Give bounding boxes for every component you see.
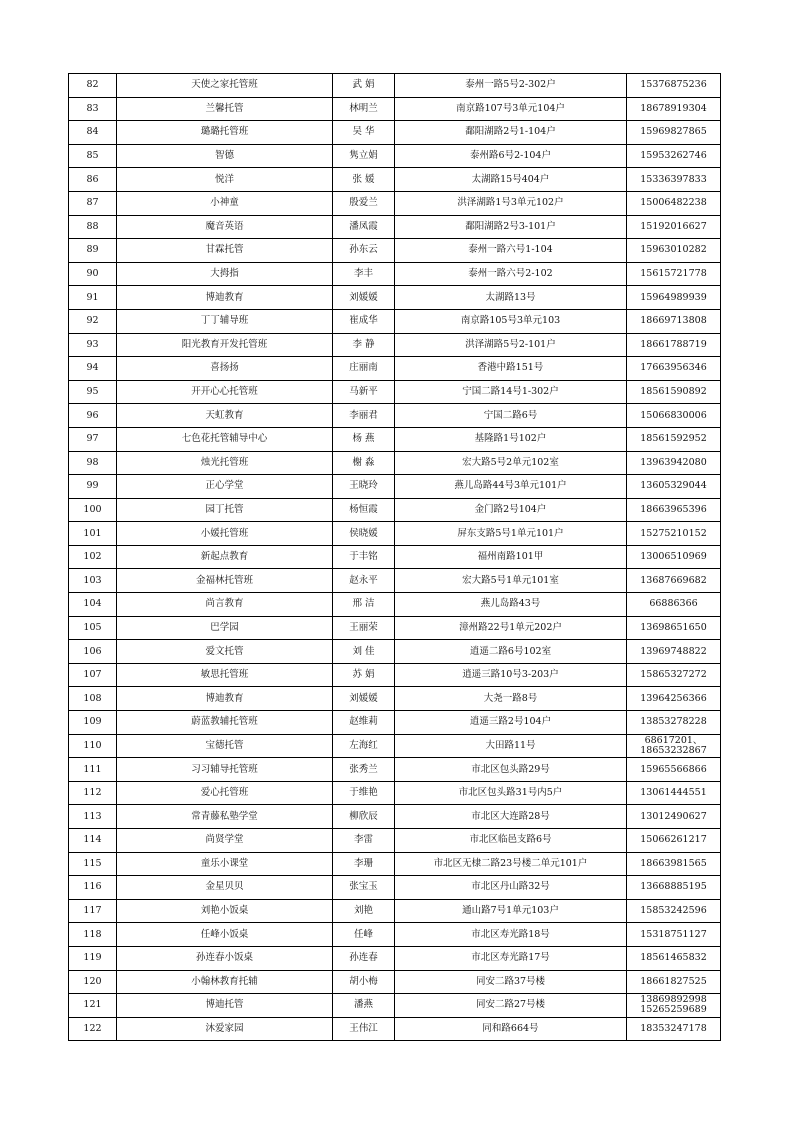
row-number: 97 bbox=[69, 427, 117, 451]
table-row bbox=[69, 687, 721, 711]
row-number: 105 bbox=[69, 616, 117, 640]
contact-person: 胡小梅 bbox=[333, 970, 395, 994]
contact-person: 潘凤霞 bbox=[333, 215, 395, 239]
phone-number bbox=[627, 970, 721, 994]
institution-name: 天使之家托管班 bbox=[117, 74, 333, 98]
phone-line: 13605329044 bbox=[640, 480, 707, 492]
institution-name: 博迪托管 bbox=[117, 994, 333, 1018]
address: 南京路105号3单元103 bbox=[395, 309, 627, 333]
phone-line: 18669713808 bbox=[640, 315, 707, 327]
row-number: 110 bbox=[69, 734, 117, 758]
phone-number bbox=[627, 593, 721, 617]
contact-person: 刘媛媛 bbox=[333, 286, 395, 310]
address: 燕儿岛路44号3单元101户 bbox=[395, 475, 627, 499]
contact-person: 刘艳 bbox=[333, 899, 395, 923]
address: 宁国二路6号 bbox=[395, 404, 627, 428]
institution-name: 喜扬扬 bbox=[117, 357, 333, 381]
institution-name: 宝德托管 bbox=[117, 734, 333, 758]
phone-number bbox=[627, 215, 721, 239]
contact-person: 刘媛媛 bbox=[333, 687, 395, 711]
row-number: 87 bbox=[69, 191, 117, 215]
contact-person: 王晓玲 bbox=[333, 475, 395, 499]
phone-line: 15963010282 bbox=[640, 244, 707, 256]
phone-number bbox=[627, 876, 721, 900]
phone-line: 15615721778 bbox=[640, 268, 707, 280]
table-row bbox=[69, 593, 721, 617]
institution-name: 爱文托管 bbox=[117, 640, 333, 664]
table-row bbox=[69, 427, 721, 451]
address: 同安二路27号楼 bbox=[395, 994, 627, 1018]
phone-line: 18661827525 bbox=[640, 975, 707, 987]
phone-number bbox=[627, 168, 721, 192]
phone-number bbox=[627, 734, 721, 758]
phone-line: 66886366 bbox=[649, 598, 698, 610]
table-row bbox=[69, 876, 721, 900]
table-row bbox=[69, 805, 721, 829]
phone-line: 15376875236 bbox=[640, 79, 707, 91]
phone-line: 15965566866 bbox=[640, 763, 707, 775]
address: 市北区包头路29号 bbox=[395, 758, 627, 782]
row-number: 96 bbox=[69, 404, 117, 428]
institution-name: 童乐小课堂 bbox=[117, 852, 333, 876]
row-number: 94 bbox=[69, 357, 117, 381]
phone-number bbox=[627, 357, 721, 381]
phone-number bbox=[627, 663, 721, 687]
phone-number bbox=[627, 569, 721, 593]
phone-line: 18353247178 bbox=[640, 1023, 707, 1035]
phone-line: 15006482238 bbox=[640, 197, 707, 209]
table-row bbox=[69, 168, 721, 192]
table-row bbox=[69, 191, 721, 215]
phone-number bbox=[627, 899, 721, 923]
phone-number bbox=[627, 545, 721, 569]
row-number: 121 bbox=[69, 994, 117, 1018]
institution-name: 魔音英语 bbox=[117, 215, 333, 239]
contact-person: 任峰 bbox=[333, 923, 395, 947]
contact-person: 潘燕 bbox=[333, 994, 395, 1018]
row-number: 104 bbox=[69, 593, 117, 617]
institution-name: 兰馨托管 bbox=[117, 97, 333, 121]
phone-line: 13853278228 bbox=[640, 716, 707, 728]
contact-person: 刘 佳 bbox=[333, 640, 395, 664]
address: 漳州路22号1单元202户 bbox=[395, 616, 627, 640]
contact-person: 柳欣辰 bbox=[333, 805, 395, 829]
phone-line: 13006510969 bbox=[640, 551, 707, 563]
institution-name: 开开心心托管班 bbox=[117, 380, 333, 404]
table-body bbox=[69, 74, 721, 1041]
address: 洪泽湖路5号2-101户 bbox=[395, 333, 627, 357]
contact-person: 杨恒霞 bbox=[333, 498, 395, 522]
address: 大田路11号 bbox=[395, 734, 627, 758]
table-row bbox=[69, 781, 721, 805]
phone-line: 15964989939 bbox=[640, 291, 707, 303]
phone-number bbox=[627, 451, 721, 475]
table-row bbox=[69, 215, 721, 239]
phone-line: 13687669682 bbox=[640, 574, 707, 586]
table-row bbox=[69, 522, 721, 546]
table-row bbox=[69, 262, 721, 286]
row-number: 109 bbox=[69, 711, 117, 735]
address: 泰州一路5号2-302户 bbox=[395, 74, 627, 98]
institution-name: 蔚蓝教辅托管班 bbox=[117, 711, 333, 735]
contact-person: 张宝玉 bbox=[333, 876, 395, 900]
table-row bbox=[69, 286, 721, 310]
row-number: 92 bbox=[69, 309, 117, 333]
table-row bbox=[69, 333, 721, 357]
institution-name: 智德 bbox=[117, 144, 333, 168]
row-number: 101 bbox=[69, 522, 117, 546]
phone-line: 18561465832 bbox=[640, 952, 707, 964]
address: 鄱阳湖路2号1-104户 bbox=[395, 121, 627, 145]
contact-person: 榭 淼 bbox=[333, 451, 395, 475]
phone-number bbox=[627, 404, 721, 428]
institution-name: 爱心托管班 bbox=[117, 781, 333, 805]
table-row bbox=[69, 970, 721, 994]
row-number: 90 bbox=[69, 262, 117, 286]
row-number: 100 bbox=[69, 498, 117, 522]
address: 香港中路151号 bbox=[395, 357, 627, 381]
contact-person: 张 媛 bbox=[333, 168, 395, 192]
contact-person: 杨 燕 bbox=[333, 427, 395, 451]
phone-line: 68617201、 bbox=[644, 734, 703, 746]
row-number: 99 bbox=[69, 475, 117, 499]
address: 宏大路5号2单元102室 bbox=[395, 451, 627, 475]
table-row bbox=[69, 923, 721, 947]
phone-line: 18561590892 bbox=[640, 386, 707, 398]
phone-line: 13698651650 bbox=[640, 621, 707, 633]
address: 洪泽湖路1号3单元102户 bbox=[395, 191, 627, 215]
phone-number bbox=[627, 923, 721, 947]
phone-number bbox=[627, 333, 721, 357]
phone-line: 15865327272 bbox=[640, 669, 707, 681]
table-row bbox=[69, 711, 721, 735]
address: 鄱阳湖路2号3-101户 bbox=[395, 215, 627, 239]
address: 市北区临邑支路6号 bbox=[395, 829, 627, 853]
institution-name: 大拇指 bbox=[117, 262, 333, 286]
address: 市北区大连路28号 bbox=[395, 805, 627, 829]
table-row bbox=[69, 734, 721, 758]
phone-line: 18663981565 bbox=[640, 857, 707, 869]
table-row bbox=[69, 74, 721, 98]
table-row bbox=[69, 946, 721, 970]
contact-person: 武 娟 bbox=[333, 74, 395, 98]
table-row bbox=[69, 380, 721, 404]
phone-line: 15066261217 bbox=[640, 834, 707, 846]
contact-person: 李雷 bbox=[333, 829, 395, 853]
institution-name: 敏思托管班 bbox=[117, 663, 333, 687]
row-number: 106 bbox=[69, 640, 117, 664]
phone-number bbox=[627, 687, 721, 711]
row-number: 108 bbox=[69, 687, 117, 711]
contact-person: 殷爱兰 bbox=[333, 191, 395, 215]
row-number: 107 bbox=[69, 663, 117, 687]
contact-person: 隽立娟 bbox=[333, 144, 395, 168]
contact-person: 苏 娟 bbox=[333, 663, 395, 687]
phone-line: 13963942080 bbox=[640, 456, 707, 468]
table-row bbox=[69, 475, 721, 499]
table-row bbox=[69, 309, 721, 333]
institution-name: 七色花托管辅导中心 bbox=[117, 427, 333, 451]
institution-name: 小神童 bbox=[117, 191, 333, 215]
address: 逍遥二路6号102室 bbox=[395, 640, 627, 664]
contact-person: 邢 洁 bbox=[333, 593, 395, 617]
contact-person: 李丰 bbox=[333, 262, 395, 286]
institution-name: 巴学园 bbox=[117, 616, 333, 640]
institution-name: 博迪教育 bbox=[117, 687, 333, 711]
row-number: 122 bbox=[69, 1017, 117, 1041]
phone-line: 13969748822 bbox=[640, 645, 707, 657]
institution-name: 天虹教育 bbox=[117, 404, 333, 428]
contact-person: 吴 华 bbox=[333, 121, 395, 145]
address: 燕儿岛路43号 bbox=[395, 593, 627, 617]
phone-number bbox=[627, 781, 721, 805]
phone-line: 15336397833 bbox=[640, 173, 707, 185]
row-number: 91 bbox=[69, 286, 117, 310]
phone-number bbox=[627, 121, 721, 145]
address: 市北区寿光路18号 bbox=[395, 923, 627, 947]
row-number: 111 bbox=[69, 758, 117, 782]
table-row bbox=[69, 498, 721, 522]
contact-person: 于丰铭 bbox=[333, 545, 395, 569]
address: 泰州一路六号2-102 bbox=[395, 262, 627, 286]
phone-number bbox=[627, 994, 721, 1018]
phone-number bbox=[627, 522, 721, 546]
row-number: 86 bbox=[69, 168, 117, 192]
phone-number bbox=[627, 805, 721, 829]
institution-name: 博迪教育 bbox=[117, 286, 333, 310]
institution-name: 尚贤学堂 bbox=[117, 829, 333, 853]
phone-line: 13964256366 bbox=[640, 692, 707, 704]
contact-person: 王伟江 bbox=[333, 1017, 395, 1041]
table-row bbox=[69, 758, 721, 782]
phone-line: 15275210152 bbox=[640, 527, 707, 539]
phone-line: 13668885195 bbox=[640, 881, 707, 893]
contact-person: 侯晓媛 bbox=[333, 522, 395, 546]
contact-person: 王丽荣 bbox=[333, 616, 395, 640]
phone-number bbox=[627, 309, 721, 333]
phone-number bbox=[627, 498, 721, 522]
phone-line: 15853242596 bbox=[640, 905, 707, 917]
phone-number bbox=[627, 1017, 721, 1041]
table-row bbox=[69, 852, 721, 876]
institution-name: 常青藤私塾学堂 bbox=[117, 805, 333, 829]
table-row bbox=[69, 144, 721, 168]
table-row bbox=[69, 357, 721, 381]
phone-number bbox=[627, 946, 721, 970]
contact-person: 孙东云 bbox=[333, 239, 395, 263]
address: 同和路664号 bbox=[395, 1017, 627, 1041]
institution-name: 悦洋 bbox=[117, 168, 333, 192]
institution-name: 习习辅导托管班 bbox=[117, 758, 333, 782]
table-row bbox=[69, 640, 721, 664]
contact-person: 赵维莉 bbox=[333, 711, 395, 735]
row-number: 117 bbox=[69, 899, 117, 923]
institution-name: 孙连春小饭桌 bbox=[117, 946, 333, 970]
row-number: 103 bbox=[69, 569, 117, 593]
phone-number bbox=[627, 74, 721, 98]
institution-name: 金星贝贝 bbox=[117, 876, 333, 900]
table-row bbox=[69, 1017, 721, 1041]
address: 市北区寿光路17号 bbox=[395, 946, 627, 970]
phone-number bbox=[627, 262, 721, 286]
table-row bbox=[69, 994, 721, 1018]
phone-number bbox=[627, 711, 721, 735]
table-row bbox=[69, 239, 721, 263]
table-row bbox=[69, 569, 721, 593]
row-number: 112 bbox=[69, 781, 117, 805]
row-number: 114 bbox=[69, 829, 117, 853]
phone-line: 18661788719 bbox=[640, 338, 707, 350]
phone-number bbox=[627, 191, 721, 215]
institution-name: 小媛托管班 bbox=[117, 522, 333, 546]
institution-name: 尚言教育 bbox=[117, 593, 333, 617]
row-number: 82 bbox=[69, 74, 117, 98]
phone-line: 18663965396 bbox=[640, 503, 707, 515]
contact-person: 崔成华 bbox=[333, 309, 395, 333]
contact-person: 张秀兰 bbox=[333, 758, 395, 782]
institution-name: 璐璐托管班 bbox=[117, 121, 333, 145]
phone-number bbox=[627, 427, 721, 451]
contact-person: 李珊 bbox=[333, 852, 395, 876]
institution-name: 园丁托管 bbox=[117, 498, 333, 522]
table-row bbox=[69, 451, 721, 475]
table-row bbox=[69, 97, 721, 121]
phone-number bbox=[627, 97, 721, 121]
address: 宏大路5号1单元101室 bbox=[395, 569, 627, 593]
address: 市北区丹山路32号 bbox=[395, 876, 627, 900]
table-row bbox=[69, 121, 721, 145]
table-row bbox=[69, 829, 721, 853]
phone-number bbox=[627, 144, 721, 168]
row-number: 113 bbox=[69, 805, 117, 829]
contact-person: 庄丽南 bbox=[333, 357, 395, 381]
address: 基隆路1号102户 bbox=[395, 427, 627, 451]
row-number: 83 bbox=[69, 97, 117, 121]
institution-name: 正心学堂 bbox=[117, 475, 333, 499]
phone-line: 13869892998 bbox=[640, 994, 707, 1006]
row-number: 84 bbox=[69, 121, 117, 145]
phone-line: 15265259689 bbox=[640, 1004, 707, 1016]
row-number: 119 bbox=[69, 946, 117, 970]
address: 大尧一路8号 bbox=[395, 687, 627, 711]
phone-number bbox=[627, 758, 721, 782]
address: 屏东支路5号1单元101户 bbox=[395, 522, 627, 546]
phone-number bbox=[627, 852, 721, 876]
contact-person: 赵永平 bbox=[333, 569, 395, 593]
phone-number bbox=[627, 380, 721, 404]
address: 泰州一路六号1-104 bbox=[395, 239, 627, 263]
table-row bbox=[69, 404, 721, 428]
table-row bbox=[69, 663, 721, 687]
address: 太湖路15号404户 bbox=[395, 168, 627, 192]
row-number: 89 bbox=[69, 239, 117, 263]
row-number: 93 bbox=[69, 333, 117, 357]
address: 南京路107号3单元104户 bbox=[395, 97, 627, 121]
phone-line: 13012490627 bbox=[640, 810, 707, 822]
institution-name: 阳光教育开发托管班 bbox=[117, 333, 333, 357]
row-number: 85 bbox=[69, 144, 117, 168]
institution-name: 甘霖托管 bbox=[117, 239, 333, 263]
phone-line: 13061444551 bbox=[640, 787, 707, 799]
phone-line: 18561592952 bbox=[640, 433, 707, 445]
institution-name: 小翰林教育托辅 bbox=[117, 970, 333, 994]
address: 逍遥三路10号3-203户 bbox=[395, 663, 627, 687]
phone-number bbox=[627, 475, 721, 499]
table-row bbox=[69, 899, 721, 923]
table-row bbox=[69, 616, 721, 640]
institution-name: 新起点教育 bbox=[117, 545, 333, 569]
address: 宁国二路14号1-302户 bbox=[395, 380, 627, 404]
directory-table bbox=[68, 73, 721, 1041]
phone-number bbox=[627, 616, 721, 640]
contact-person: 林明兰 bbox=[333, 97, 395, 121]
institution-name: 任峰小饭桌 bbox=[117, 923, 333, 947]
row-number: 88 bbox=[69, 215, 117, 239]
row-number: 102 bbox=[69, 545, 117, 569]
address: 太湖路13号 bbox=[395, 286, 627, 310]
institution-name: 刘艳小饭桌 bbox=[117, 899, 333, 923]
phone-number bbox=[627, 829, 721, 853]
address: 福州南路101甲 bbox=[395, 545, 627, 569]
phone-number bbox=[627, 286, 721, 310]
phone-line: 17663956346 bbox=[640, 362, 707, 374]
row-number: 116 bbox=[69, 876, 117, 900]
contact-person: 马新平 bbox=[333, 380, 395, 404]
institution-name: 金福林托管班 bbox=[117, 569, 333, 593]
institution-name: 沐爱家园 bbox=[117, 1017, 333, 1041]
phone-line: 15969827865 bbox=[640, 126, 707, 138]
phone-number bbox=[627, 239, 721, 263]
contact-person: 李 静 bbox=[333, 333, 395, 357]
phone-line: 15953262746 bbox=[640, 150, 707, 162]
phone-line: 15192016627 bbox=[640, 220, 707, 232]
address: 市北区包头路31号内5户 bbox=[395, 781, 627, 805]
institution-name: 烛光托管班 bbox=[117, 451, 333, 475]
row-number: 120 bbox=[69, 970, 117, 994]
phone-line: 15318751127 bbox=[640, 928, 707, 940]
contact-person: 孙连春 bbox=[333, 946, 395, 970]
row-number: 95 bbox=[69, 380, 117, 404]
phone-number bbox=[627, 640, 721, 664]
address: 通山路7号1单元103户 bbox=[395, 899, 627, 923]
address: 泰州路6号2-104户 bbox=[395, 144, 627, 168]
address: 同安二路37号楼 bbox=[395, 970, 627, 994]
table-row bbox=[69, 545, 721, 569]
address: 金门路2号104户 bbox=[395, 498, 627, 522]
phone-line: 18653232867 bbox=[640, 744, 707, 756]
row-number: 115 bbox=[69, 852, 117, 876]
contact-person: 左海红 bbox=[333, 734, 395, 758]
institution-name: 丁丁辅导班 bbox=[117, 309, 333, 333]
row-number: 98 bbox=[69, 451, 117, 475]
contact-person: 于维艳 bbox=[333, 781, 395, 805]
phone-line: 15066830006 bbox=[640, 409, 707, 421]
contact-person: 李丽君 bbox=[333, 404, 395, 428]
address: 市北区无棣二路23号楼二单元101户 bbox=[395, 852, 627, 876]
phone-line: 18678919304 bbox=[640, 102, 707, 114]
address: 逍遥三路2号104户 bbox=[395, 711, 627, 735]
row-number: 118 bbox=[69, 923, 117, 947]
